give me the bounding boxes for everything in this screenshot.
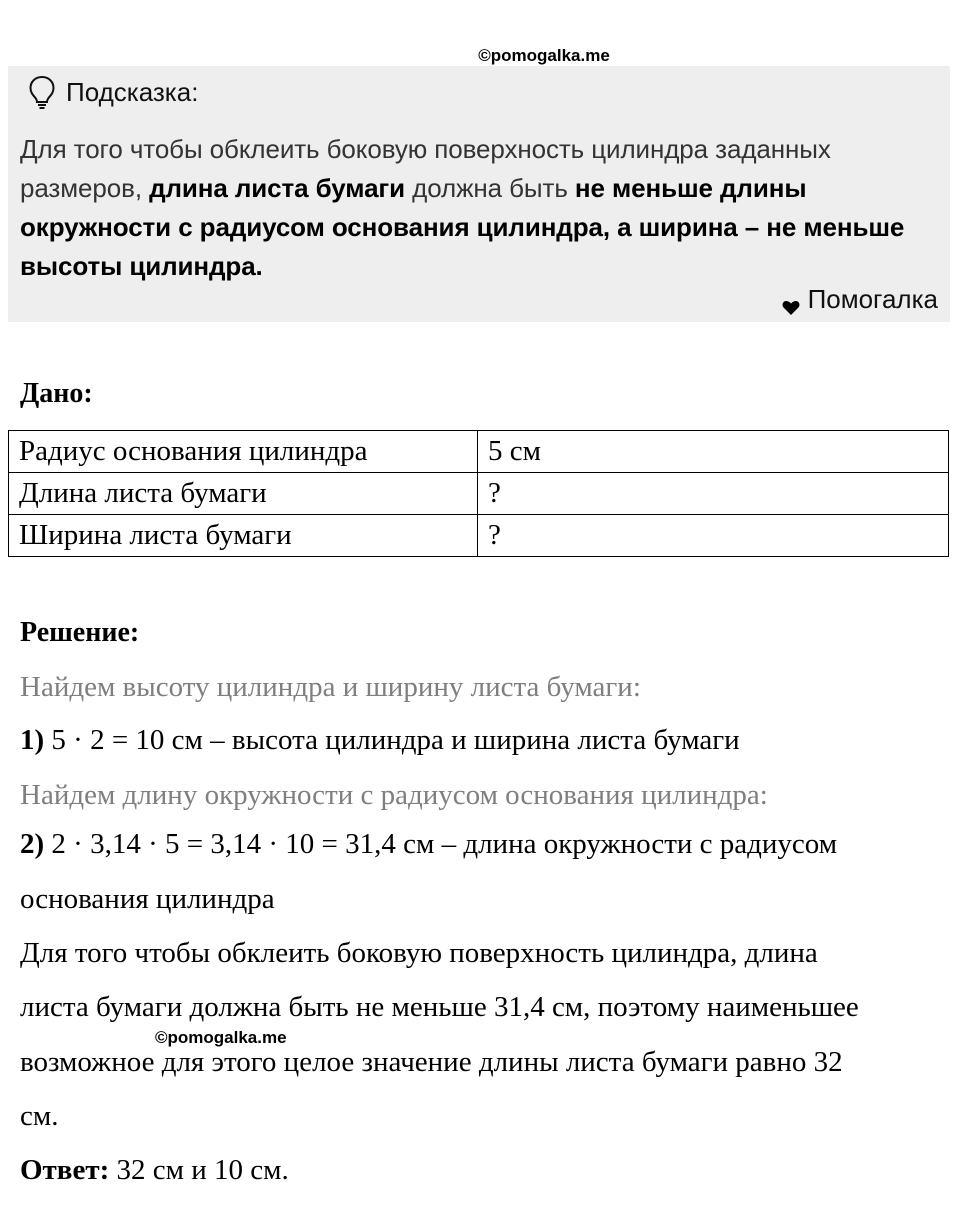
conclusion-line: листа бумаги должна быть не меньше 31,4 см, поэтому наименьшее <box>20 991 859 1023</box>
conclusion-line: см. <box>20 1100 59 1132</box>
table-cell-name: Радиус основания цилиндра <box>9 431 478 473</box>
step1-text: 5 · 2 = 10 см – высота цилиндра и ширина листа бумаги <box>44 724 740 756</box>
table-row <box>9 473 949 515</box>
table-cell-name: Ширина листа бумаги <box>9 515 478 557</box>
step2-intro: Найдем длину окружности с радиусом основания цилиндра: <box>20 779 768 811</box>
conclusion-line: Для того чтобы обклеить боковую поверхность цилиндра, длина <box>20 937 818 969</box>
table-cell-value: 5 см <box>478 431 949 473</box>
conclusion-line: возможное для этого целое значение длины листа бумаги равно 32 <box>20 1046 843 1078</box>
given-label: Дано: <box>20 378 93 409</box>
table-cell-value: ? <box>478 515 949 557</box>
table-row <box>9 431 949 473</box>
step1-number: 1) <box>20 724 45 756</box>
step1-line <box>20 724 740 757</box>
hint-text <box>20 130 950 286</box>
step2-number: 2) <box>20 828 45 860</box>
table-cell-value: ? <box>478 473 949 515</box>
watermark-middle: ©pomogalka.me <box>155 1028 287 1047</box>
given-table <box>8 430 949 557</box>
table-cell-name: Длина листа бумаги <box>9 473 478 515</box>
hint-box <box>8 66 950 322</box>
table-row <box>9 515 949 557</box>
step1-intro: Найдем высоту цилиндра и ширину листа бумаги: <box>20 671 641 703</box>
step2-text: 2 · 3,14 · 5 = 3,14 · 10 = 31,4 см – длина окружности с радиусом <box>44 828 838 860</box>
hint-signature <box>782 284 938 315</box>
hint-text-part: Для того чтобы обклеить боковую поверхность цилиндра заданных размеров, <box>20 134 831 203</box>
solution-label: Решение: <box>20 617 140 648</box>
hint-title <box>28 74 198 110</box>
watermark-top: ©pomogalka.me <box>478 46 610 65</box>
hint-text-part: должна быть <box>405 173 575 203</box>
step2-line <box>20 828 837 861</box>
heart-icon <box>782 292 800 308</box>
signature-text: Помогалка <box>807 284 938 314</box>
step2-line-cont: основания цилиндра <box>20 883 275 915</box>
answer-label: Ответ: <box>20 1154 110 1186</box>
hint-emphasis: длина листа бумаги <box>149 173 406 203</box>
answer-line <box>20 1154 289 1187</box>
answer-text: 32 см и 10 см. <box>109 1154 289 1186</box>
lightbulb-icon <box>28 75 56 109</box>
hint-emphasis: не меньше длины окружности с радиусом основания цилиндра, а ширина – не меньше высоты цилиндра. <box>20 173 905 281</box>
hint-title-text: Подсказка: <box>66 76 199 107</box>
